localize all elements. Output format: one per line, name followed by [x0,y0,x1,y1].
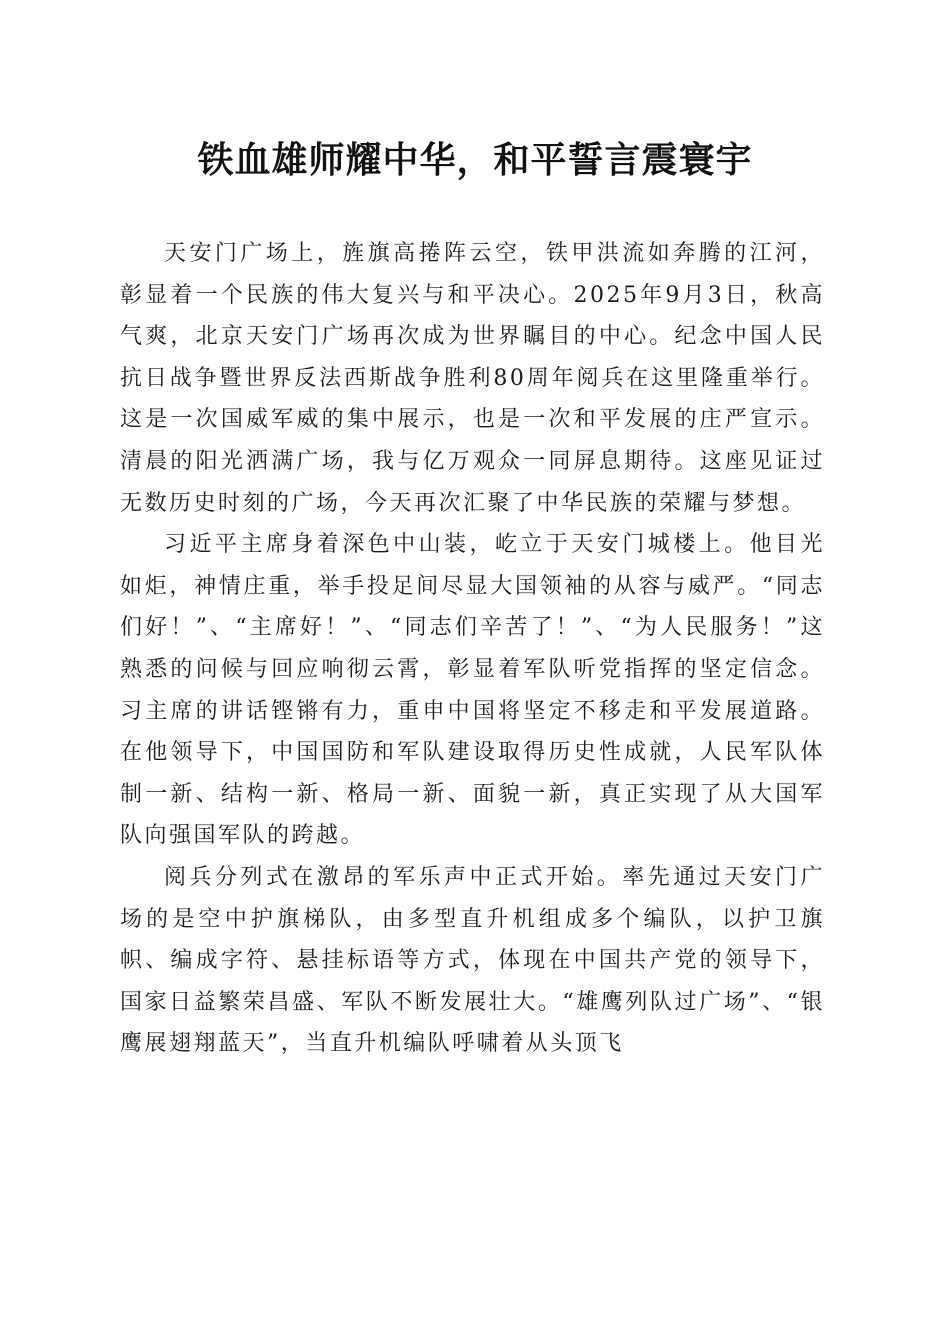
paragraph: 习近平主席身着深色中山装，屹立于天安门城楼上。他目光如炬，神情庄重，举手投足间尽显大国领袖的从容与威严。“同志们好！”、“主席好！”、“同志们辛苦了！”、“为人民服务！”这熟悉的问候与回应响彻云霄，彰显着军队听党指挥的坚定信念。习主席的讲话铿锵有力，重申中国将坚定不移走和平发展道路。在他领导下，中国国防和军队建设取得历史性成就，人民军队体制一新、结构一新、格局一新、面貌一新，真正实现了从大国军队向强国军队的跨越。 [120,532,825,849]
document-body [120,233,825,1065]
document-title: 铁血雄师耀中华，和平誓言震寰宇 [197,139,753,181]
paragraph: 阅兵分列式在激昂的军乐声中正式开始。率先通过天安门广场的是空中护旗梯队，由多型直升机组成多个编队，以护卫旗帜、编成字符、悬挂标语等方式，体现在中国共产党的领导下，国家日益繁荣昌盛、军队不断发展壮大。“雄鹰列队过广场”、“银鹰展翅翔蓝天”，当直升机编队呼啸着从头顶飞 [120,864,825,1057]
paragraph: 天安门广场上，旌旗高捲阵云空，铁甲洪流如奔腾的江河，彰显着一个民族的伟大复兴与和平决心。2025年9月3日，秋高气爽，北京天安门广场再次成为世界瞩目的中心。纪念中国人民抗日战争暨世界反法西斯战争胜利80周年阅兵在这里隆重举行。这是一次国威军威的集中展示，也是一次和平发展的庄严宣示。清晨的阳光洒满广场，我与亿万观众一同屏息期待。这座见证过无数历史时刻的广场，今天再次汇聚了中华民族的荣耀与梦想。 [120,241,825,516]
